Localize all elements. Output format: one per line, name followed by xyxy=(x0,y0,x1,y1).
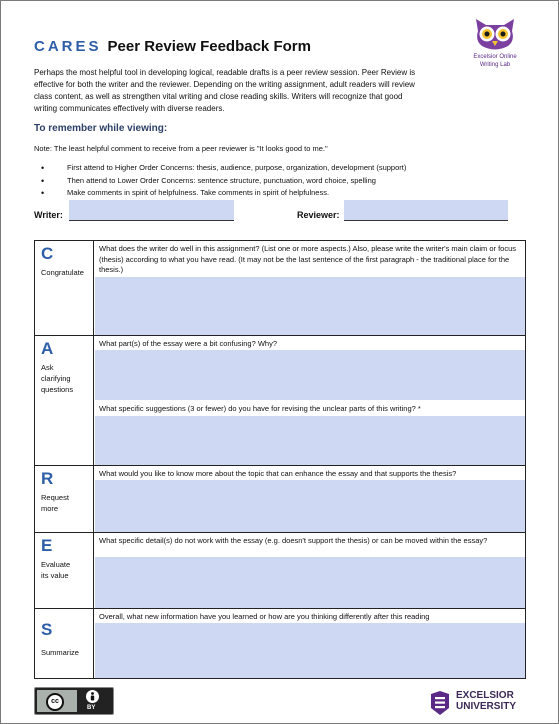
brand-line1: EXCELSIOR xyxy=(456,690,514,701)
congratulate-answer-field[interactable] xyxy=(95,277,525,335)
university-shield-icon xyxy=(429,690,451,716)
attribution-icon xyxy=(86,690,99,703)
logo-text-line1: Excelsior Online xyxy=(473,54,517,60)
section-letter: A xyxy=(41,339,54,358)
section-word: Ask xyxy=(41,363,54,372)
section-letter: E xyxy=(41,536,53,555)
section-content-cell xyxy=(95,241,525,335)
section-word: Congratulate xyxy=(41,268,84,277)
section-word: questions xyxy=(41,385,74,394)
brand-line2: UNIVERSITY xyxy=(456,701,517,712)
section-ask xyxy=(35,336,525,466)
writer-label: Writer: xyxy=(34,210,63,220)
cares-table xyxy=(34,240,526,679)
section-content-cell xyxy=(95,336,525,465)
suggestions-answer-field[interactable] xyxy=(95,416,525,465)
by-label: BY xyxy=(87,705,96,711)
guidelines-list xyxy=(41,162,406,200)
note-text: Note: The least helpful comment to receive from a peer reviewer is "It looks good to me." xyxy=(34,144,328,153)
section-request xyxy=(35,466,525,533)
list-item: • Then attend to Lower Order Concerns: sentence structure, punctuation, word choice, spelling xyxy=(41,175,406,188)
section-summarize xyxy=(35,609,525,678)
list-item: • First attend to Higher Order Concerns: thesis, audience, purpose, organization, development (support) xyxy=(41,162,406,175)
section-label-cell xyxy=(35,609,94,678)
section-question: What would you like to know more about the topic that can enhance the essay and that supports the thesis? xyxy=(99,469,457,478)
section-word: clarifying xyxy=(41,374,71,383)
list-item: • Make comments in spirit of helpfulness. Take comments in spirit of helpfulness. xyxy=(41,187,406,200)
section-word: Request xyxy=(41,493,69,502)
title-acronym: CARES xyxy=(34,38,102,55)
logo-text-line2: Writing Lab xyxy=(479,62,511,68)
section-question: What specific suggestions (3 or fewer) do you have for revising the unclear parts of this writing? * xyxy=(99,404,421,413)
cc-background xyxy=(37,690,77,712)
section-content-cell xyxy=(95,466,525,532)
section-word: Summarize xyxy=(41,648,79,657)
section-question: What specific detail(s) do not work with the essay (e.g. doesn't support the thesis) or can be moved within the essay? xyxy=(99,536,488,545)
section-word: Evaluate xyxy=(41,560,71,569)
page-title xyxy=(34,38,311,55)
section-label-cell xyxy=(35,241,94,335)
summarize-answer-field[interactable] xyxy=(95,623,525,678)
request-answer-field[interactable] xyxy=(95,480,525,532)
writer-field[interactable] xyxy=(69,200,234,221)
owl-icon xyxy=(472,15,518,53)
section-evaluate xyxy=(35,533,525,609)
confusing-parts-answer-field[interactable] xyxy=(95,350,525,400)
writing-lab-logo xyxy=(463,15,527,75)
section-label-cell xyxy=(35,533,94,608)
section-word: more xyxy=(41,504,59,513)
section-letter: S xyxy=(41,620,53,639)
section-question: Overall, what new information have you learned or how are you thinking differently after this reading xyxy=(99,612,430,621)
cc-icon: cc xyxy=(46,693,64,711)
section-content-cell xyxy=(95,533,525,608)
section-word: its value xyxy=(41,571,69,580)
reviewer-field[interactable] xyxy=(344,200,508,221)
remember-heading: To remember while viewing: xyxy=(34,123,168,134)
reviewer-label: Reviewer: xyxy=(297,210,340,220)
section-question: What part(s) of the essay were a bit confusing? Why? xyxy=(99,339,277,348)
intro-paragraph: Perhaps the most helpful tool in developing logical, readable drafts is a peer review session. Peer Review is effective for both the writer and the reviewer. Depending on the writing assignment, adult readers will review class content, as well as strengthen vital writing and close reading skills. Writers will recognize that good writing communicates effectively with diverse readers. xyxy=(34,68,416,113)
section-label-cell xyxy=(35,336,94,465)
evaluate-answer-field[interactable] xyxy=(95,557,525,608)
cc-by-license-badge xyxy=(34,687,114,715)
section-label-cell xyxy=(35,466,94,532)
title-text: Peer Review Feedback Form xyxy=(107,38,311,55)
university-wordmark xyxy=(456,690,516,712)
section-content-cell xyxy=(95,609,525,678)
section-question: What does the writer do well in this assignment? (List one or more aspects.) Also, please write the writer's main claim or focus (thesis) according to what you have read. (It may not be the last sentence of the first paragraph - the traditional place for the thesis.) xyxy=(99,244,517,274)
section-congratulate xyxy=(35,241,525,336)
person-icon xyxy=(86,690,99,703)
section-letter: C xyxy=(41,244,54,263)
section-letter: R xyxy=(41,469,54,488)
